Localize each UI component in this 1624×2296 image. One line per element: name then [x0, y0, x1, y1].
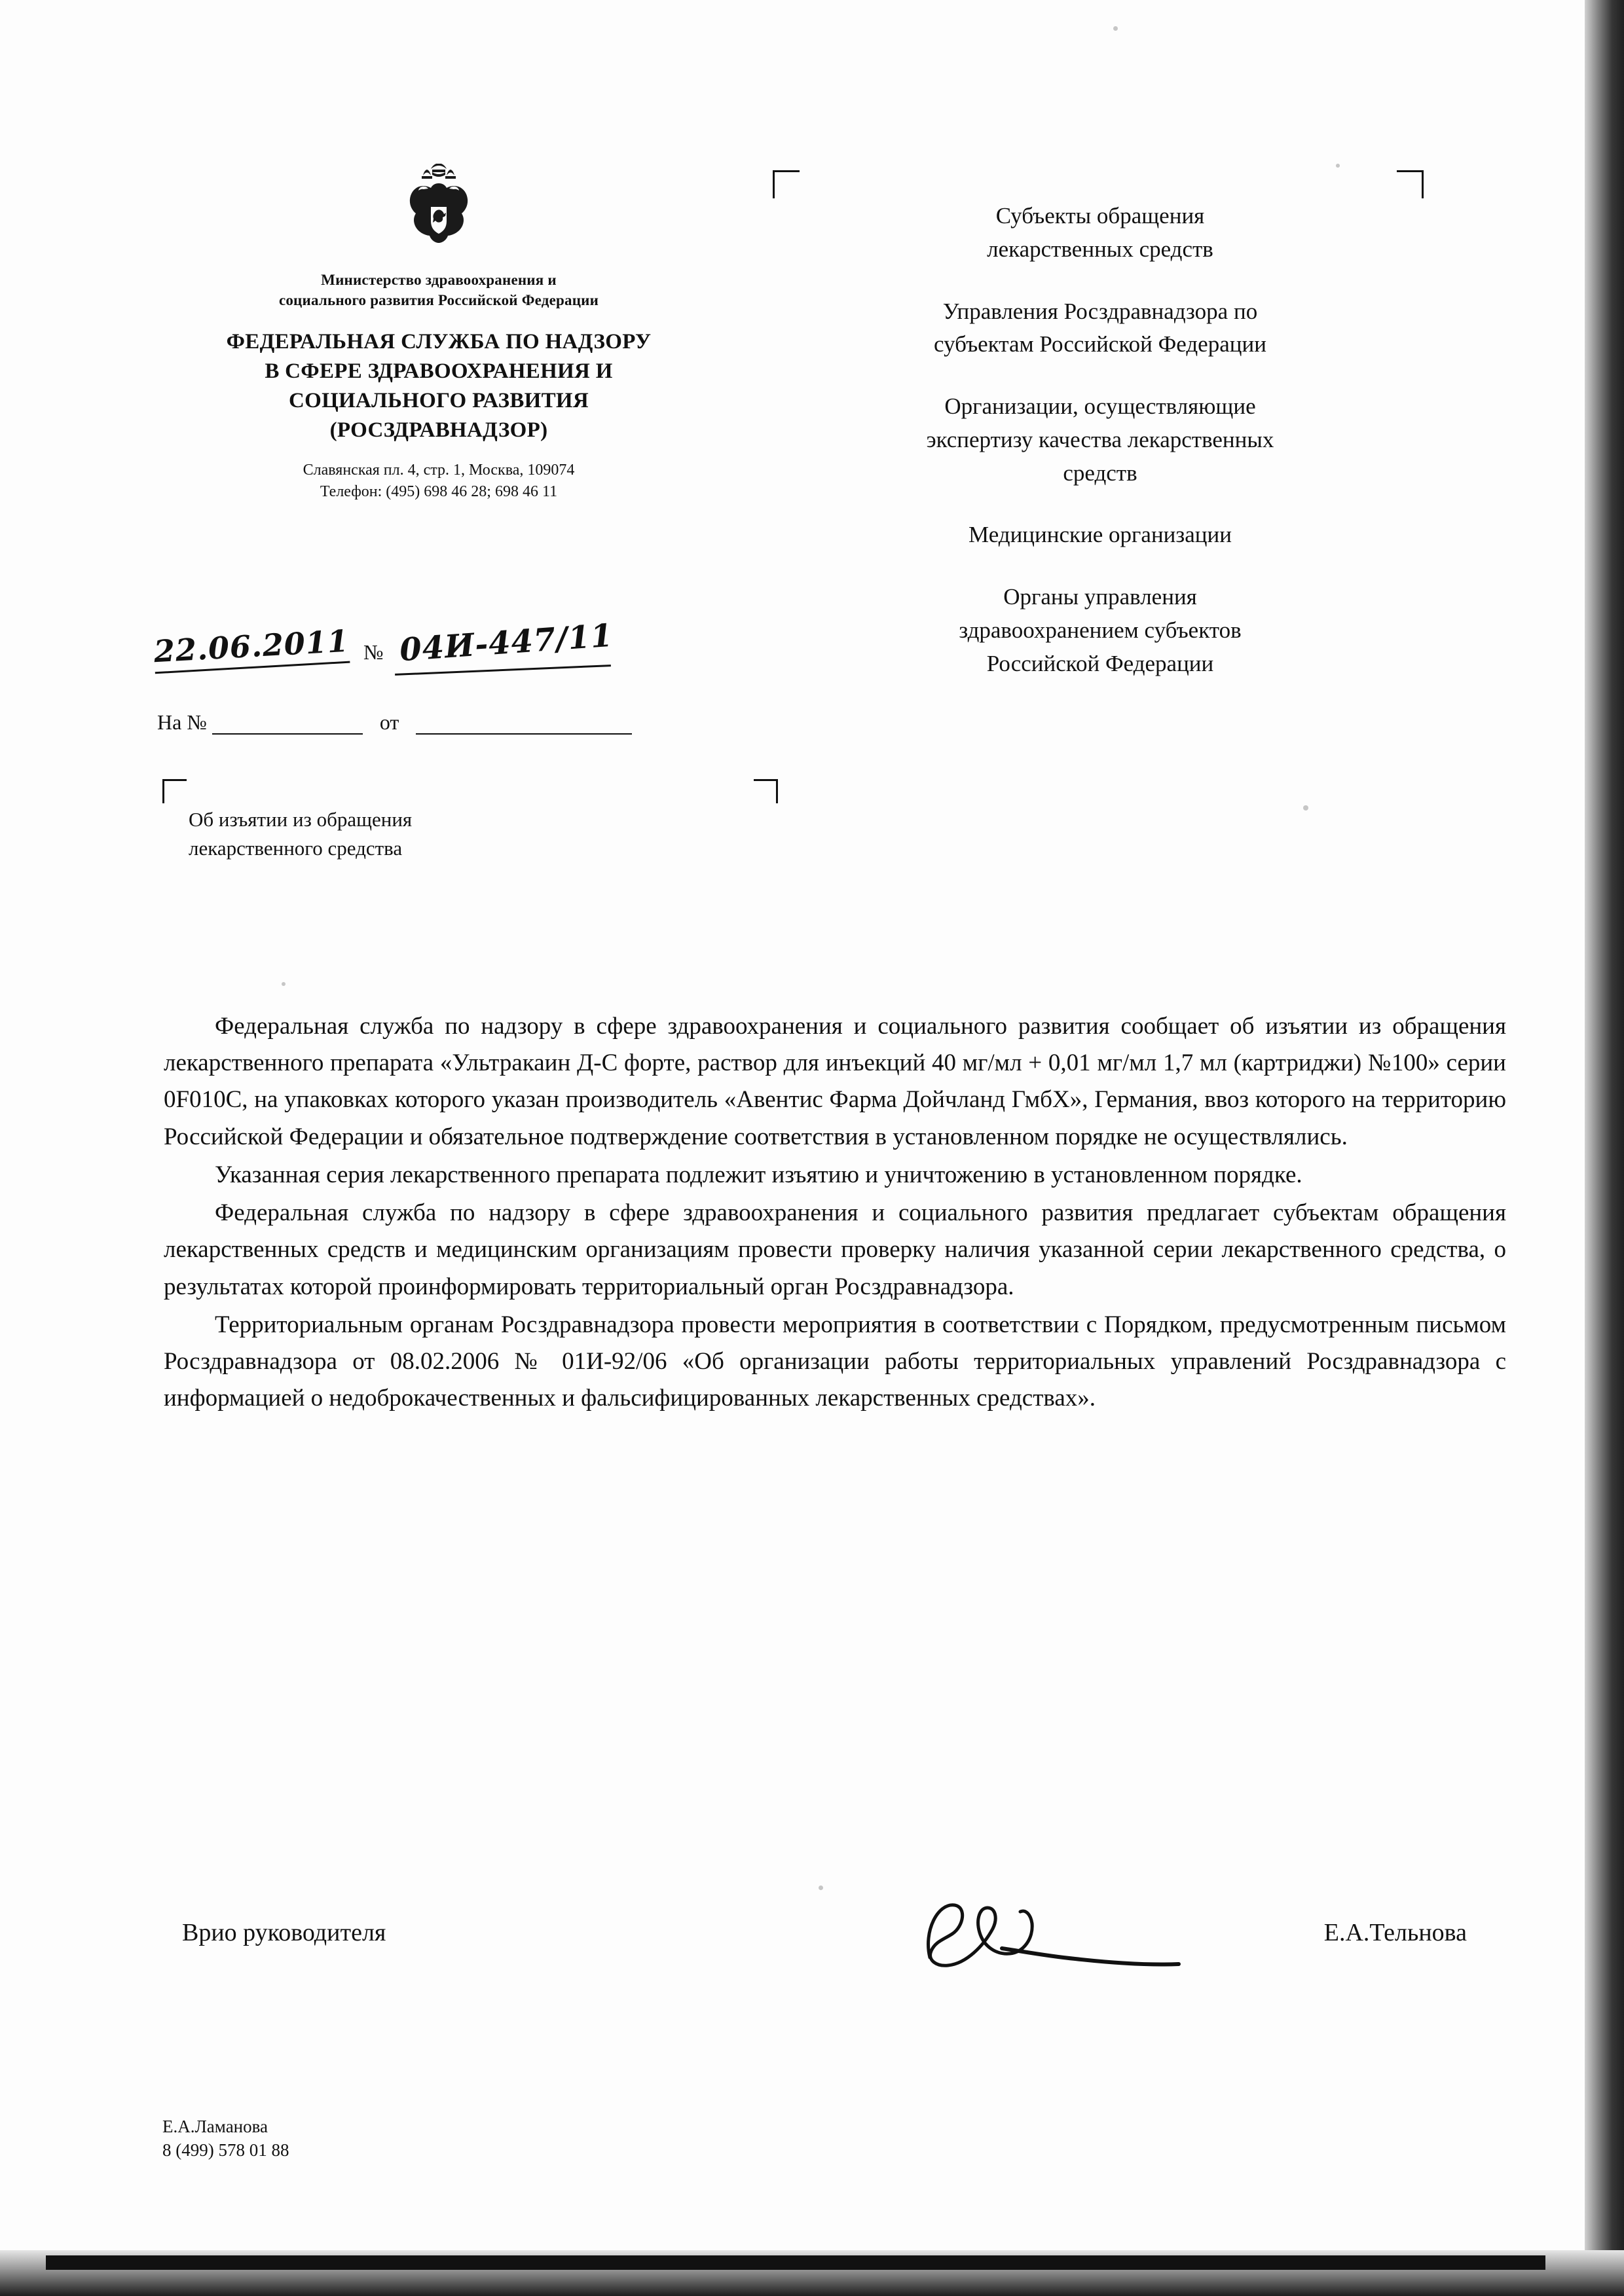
handwritten-signature-icon [904, 1886, 1205, 1984]
agency-phone: Телефон: (495) 698 46 28; 698 46 11 [320, 483, 558, 501]
agency-line-3: СОЦИАЛЬНОГО РАЗВИТИЯ [288, 388, 589, 412]
scan-edge-bottom-bar [46, 2255, 1545, 2270]
scan-speck [819, 1886, 823, 1890]
agency-line-4: (РОСЗДРАВНАДЗОР) [329, 418, 548, 442]
from-date-blank [416, 711, 632, 735]
signer-name: Е.А.Тельнова [1323, 1919, 1467, 1946]
signer-position: Врио руководителя [182, 1919, 386, 1946]
incoming-reference [157, 710, 632, 735]
ministry-line-2: социального развития Российской Федерации [278, 292, 599, 309]
outgoing-date-handwritten: 22.06.2011 [153, 623, 350, 674]
subject-line-2: лекарственного средства [189, 837, 403, 860]
addressee-item: Медицинские организации [969, 522, 1232, 548]
agency-address: Славянская пл. 4, стр. 1, Москва, 109074 [303, 461, 575, 479]
agency-line-1: ФЕДЕРАЛЬНАЯ СЛУЖБА ПО НАДЗОРУ [226, 330, 652, 354]
addressee-item: Организации, осуществляющие экспертизу качества лекарственных средств [926, 393, 1274, 486]
body-paragraph: Территориальным органам Росздравнадзора провести мероприятия в соответствии с Порядком, предусмотренным письмом Росздравнадзора от 08.02.2006 № 01И-92/06 «Об организации работы территориальных управлений Росздравнадзора с информацией о недоброкачественных и фальсифицированных лекарственных средствах». [164, 1311, 1506, 1412]
executor-phone: 8 (499) 578 01 88 [162, 2140, 289, 2160]
ministry-name [131, 270, 747, 310]
scan-speck [1303, 805, 1308, 811]
addressee-item: Органы управления здравоохранением субъектов Российской Федерации [959, 584, 1242, 676]
addressee-block [773, 170, 1428, 709]
agency-name [131, 327, 747, 445]
body-paragraph: Федеральная служба по надзору в сфере здравоохранения и социального развития предлагает субъектам обращения лекарственных средств и медицинским организациям провести проверку наличия указанной серии лекарственного средства, о результатах которой проинформировать территориальный орган Росздравнадзора. [164, 1199, 1506, 1300]
number-label: № [363, 640, 384, 664]
scan-edge-right [1585, 0, 1624, 2296]
body-paragraph: Указанная серия лекарственного препарата подлежит изъятию и уничтожению в установленном порядке. [215, 1161, 1302, 1188]
signature-block [164, 1899, 1506, 1990]
on-number-label: На № [157, 710, 207, 734]
scan-speck [1336, 164, 1340, 168]
on-number-blank [212, 711, 363, 735]
bracket-top-right-icon [754, 779, 778, 803]
russian-coat-of-arms-icon [399, 164, 478, 262]
addressee-bracket-top-left-icon [773, 170, 800, 198]
agency-line-2: В СФЕРЕ ЗДРАВООХРАНЕНИЯ И [265, 359, 613, 383]
subject-line-1: Об изъятии из обращения [189, 808, 413, 831]
addressee-item: Субъекты обращения лекарственных средств [987, 203, 1213, 262]
outgoing-number-handwritten: 04И-447/11 [398, 617, 615, 669]
reference-line [153, 617, 743, 681]
executor-block [162, 2115, 289, 2162]
addressee-item: Управления Росздравнадзора по субъектам Российской Федерации [934, 298, 1266, 357]
subject-block [162, 779, 778, 863]
letter-body [164, 1008, 1506, 1419]
agency-contacts [131, 460, 747, 503]
letterhead [131, 164, 747, 503]
from-label: от [379, 710, 399, 734]
scan-speck [1113, 26, 1118, 31]
addressee-bracket-top-right-icon [1397, 170, 1424, 198]
body-paragraph: Федеральная служба по надзору в сфере здравоохранения и социального развития сообщает об изъятии из обращения лекарственного препарата «Ультракаин Д-С форте, раствор для инъекций 40 мг/мл + 0,01 мг/мл 1,7 мл (картриджи) №100» серии 0F010C, на упаковках которого указан производитель «Авентис Фарма Дойчланд ГмбХ», Германия, ввоз которого на территорию Российской Федерации и обязательное подтверждение соответствия в установленном порядке не осуществлялись. [164, 1013, 1506, 1150]
ministry-line-1: Министерство здравоохранения и [321, 272, 557, 288]
scan-speck [282, 982, 286, 986]
bracket-top-left-icon [162, 779, 187, 803]
executor-name: Е.А.Ламанова [162, 2117, 268, 2136]
